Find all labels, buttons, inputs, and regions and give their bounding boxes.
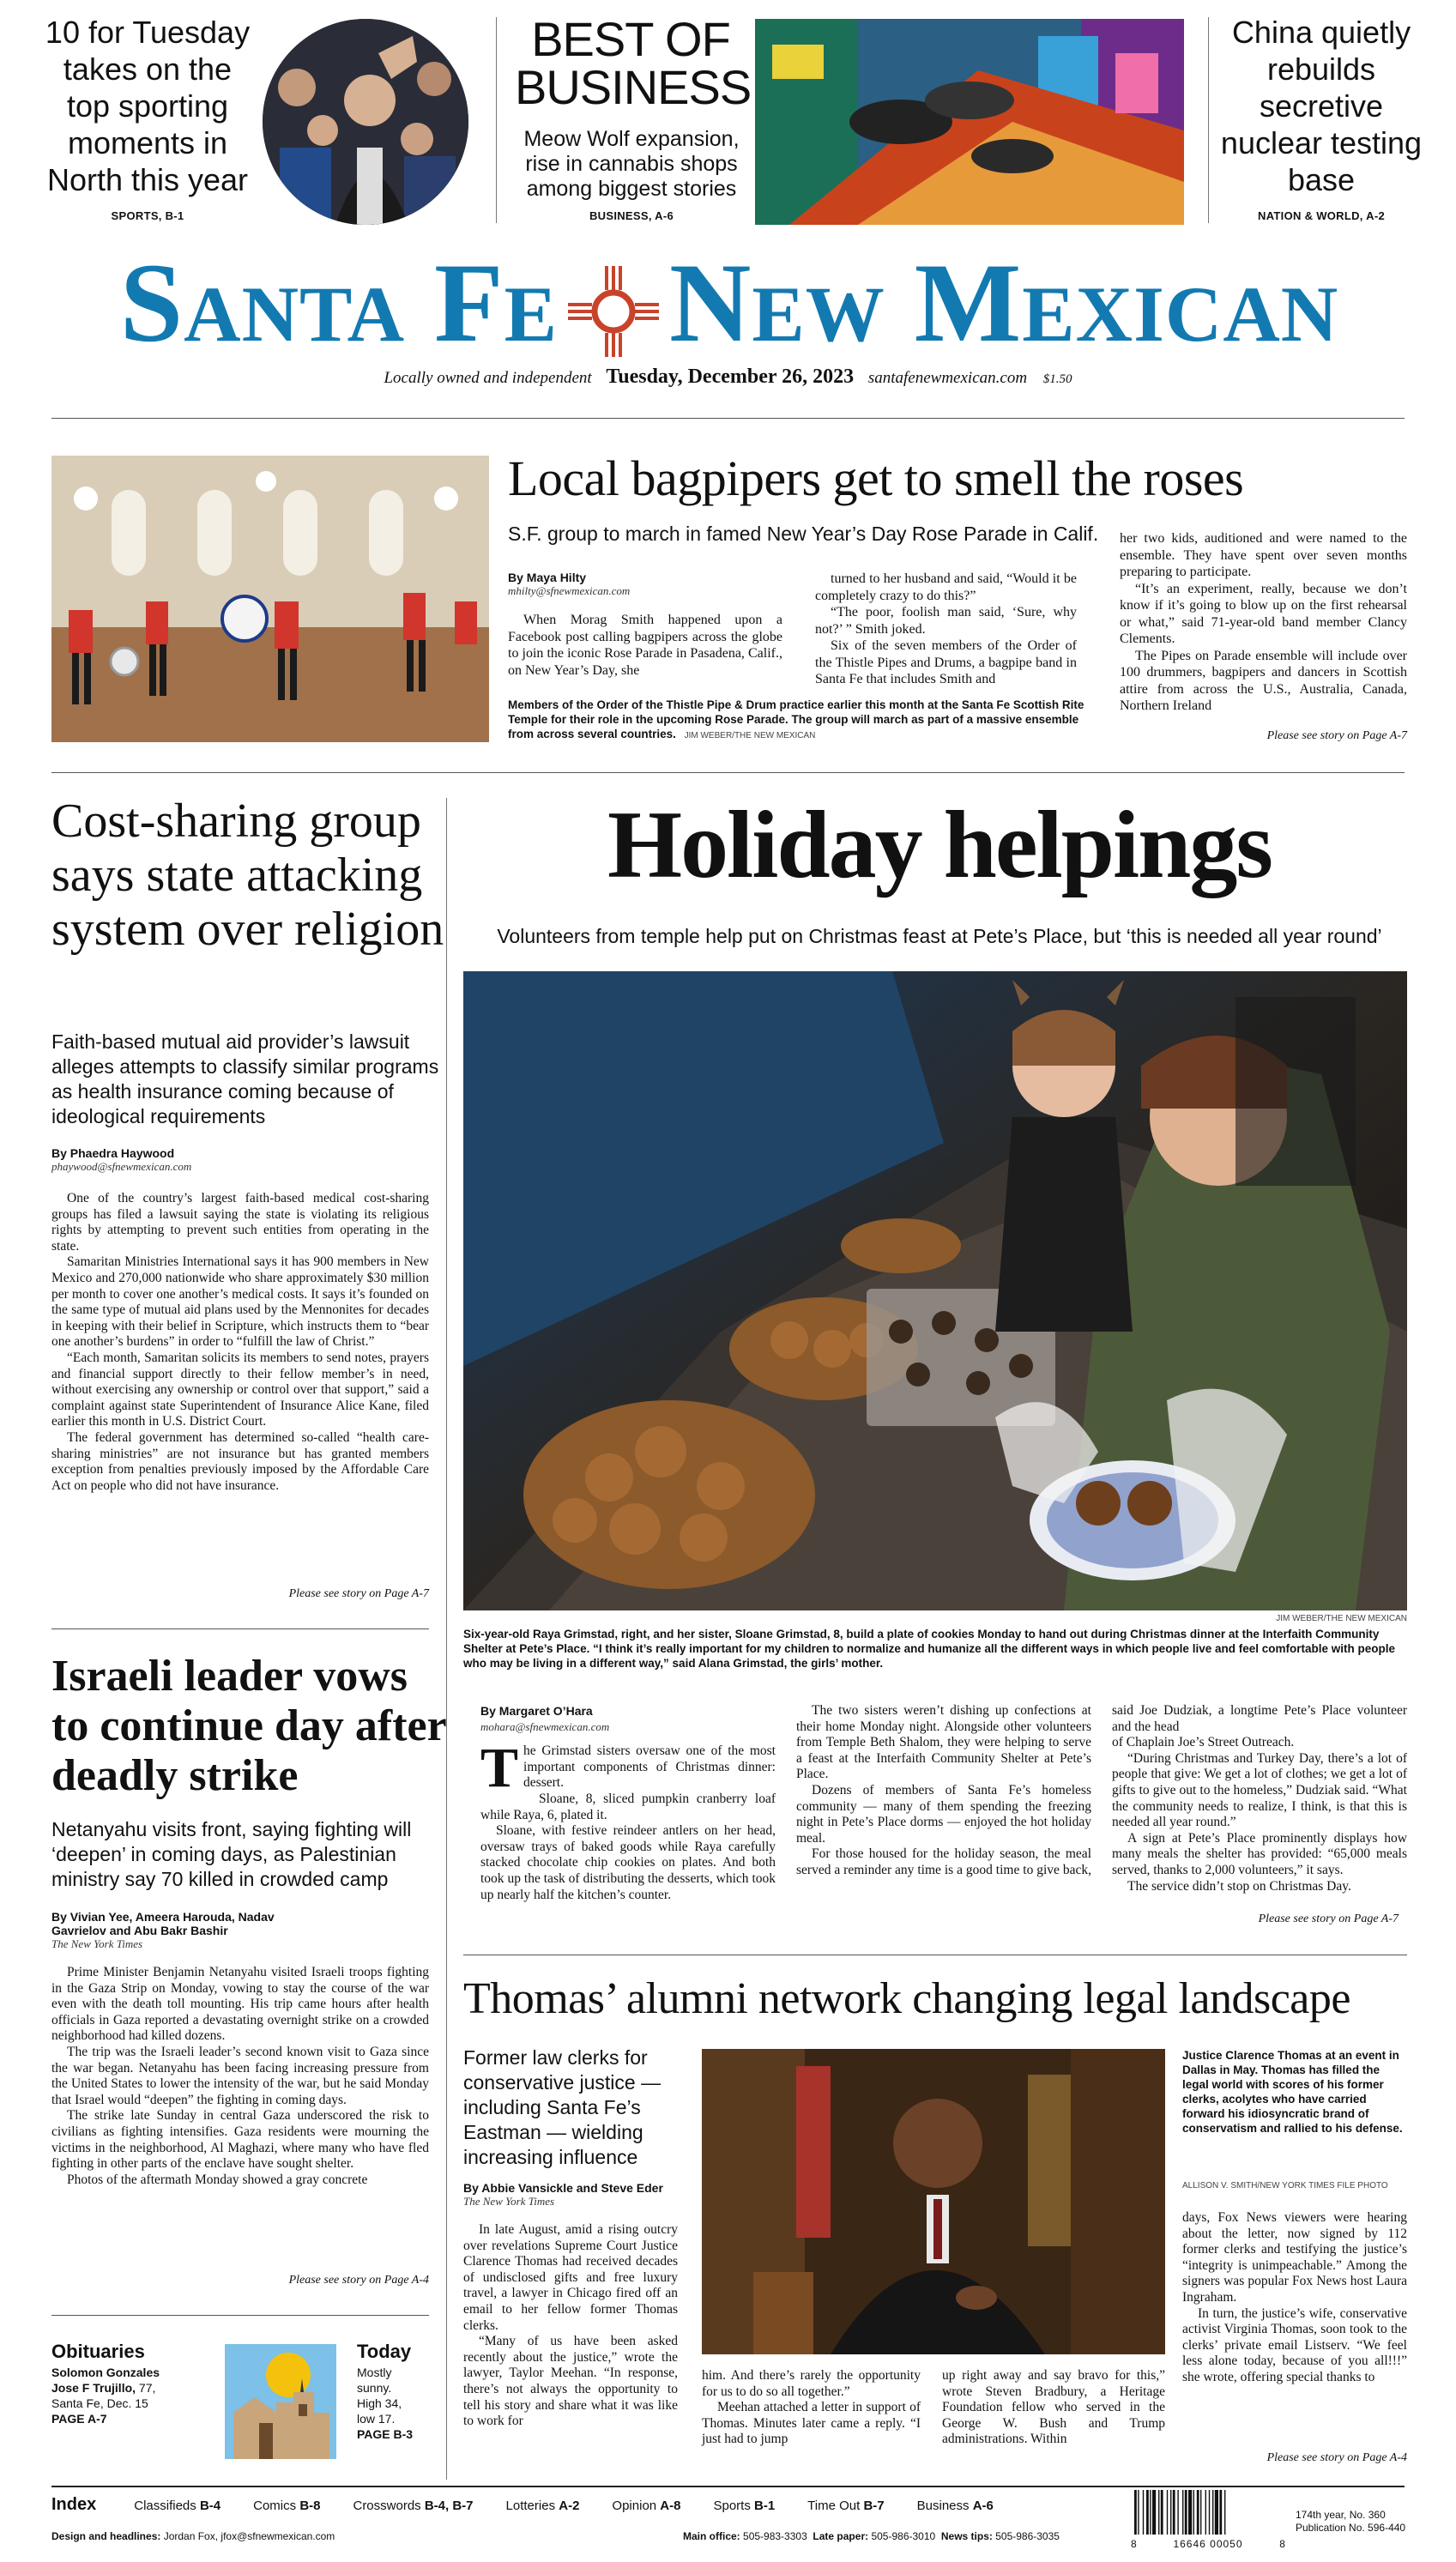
weather-line: sunny. <box>357 2381 392 2395</box>
bagpipers-byline: By Maya Hilty <box>508 571 587 584</box>
bagpipers-text: When Morag Smith happened upon a Facebook post calling bagpipers across the globe to join the iconic Rose Parade in Pasadena, Calif., on New Year’s Day, she <box>508 613 782 678</box>
holiday-text: of Chaplain Joe’s Street Outreach. <box>1112 1735 1295 1750</box>
teaser-business-title[interactable]: BEST OF BUSINESS <box>515 12 752 114</box>
bagpipers-text: The Pipes on Parade ensemble will include over 100 drummers, bagpipers and dancers in Scottish attire from across the U.S., Australia, Canada, Northern Ireland <box>1120 648 1407 713</box>
holiday-text: For those housed for the holiday season, the meal served a reminder any time is a good time to give back, said Joe Dudziak, a longtime Pete’s Place volunteer and the head <box>796 1703 1407 1877</box>
israel-text: Photos of the aftermath Monday showed a gray concrete <box>67 2172 368 2187</box>
index-item[interactable]: Crosswords B-4, B-7 <box>353 2499 474 2513</box>
holiday-text: Sloane, 8, sliced pumpkin cranberry loaf while Raya, 6, plated it. <box>480 1791 776 1822</box>
obituaries-box[interactable] <box>51 2341 214 2426</box>
teaser-divider <box>496 17 497 223</box>
holiday-jump[interactable]: Please see story on Page A-7 <box>1258 1912 1399 1925</box>
masthead-tagline: Locally owned and independent <box>384 369 592 387</box>
masthead-price: $1.50 <box>1042 372 1072 386</box>
holiday-cutline: Six-year-old Raya Grimstad, right, and her sister, Sloane Grimstad, 8, build a plate of cookies Monday to hand out during Christmas dinner at the Interfaith Community Shelter at Pete’s Place. “I think it’s really important for my children to normalize and humanize all the different ways in which people live and feel comfortable with people who may be living in a different way,” said Alana Grimstad, the girls’ mother. <box>463 1628 1395 1670</box>
masthead-dateline <box>0 366 1456 389</box>
holiday-text: “During Christmas and Turkey Day, there’s a lot of people that give: We get a lot of clothes; we get a lot of gifts to give out to the homeless,” Dudziak said. “What the community needs to realize, I think, is that this is needed all year round.” <box>1112 1750 1407 1830</box>
thomas-photo[interactable] <box>702 2049 1165 2354</box>
holiday-headline[interactable]: Holiday helpings <box>607 792 1272 898</box>
index-item[interactable]: Time Out B-7 <box>807 2499 885 2513</box>
obituary-name: Solomon Gonzales <box>51 2366 160 2379</box>
weather-title: Today <box>357 2341 412 2362</box>
thomas-text: him. And there’s rarely the opportunity for us to do so all together.” <box>702 2368 921 2399</box>
bagpipers-credit: JIM WEBER/THE NEW MEXICAN <box>684 731 816 740</box>
holiday-credit: JIM WEBER/THE NEW MEXICAN <box>1276 1614 1407 1623</box>
footer-label: Main office: <box>683 2530 740 2542</box>
obituary-name: Jose F Trujillo, <box>51 2381 136 2395</box>
masthead-name-left: Santa Fe <box>119 239 559 366</box>
masthead-rule <box>51 418 1405 419</box>
index-item[interactable]: Classifieds B-4 <box>134 2499 221 2513</box>
bagpipers-jump[interactable]: Please see story on Page A-7 <box>1266 729 1407 742</box>
bagpipers-col2 <box>815 571 1077 688</box>
costsharing-text: The federal government has determined so-called “health care-sharing ministries” are not insurance but has granted members exception from penalties previously imposed by the Affordable Care Act on people who did not have insurance. <box>51 1429 429 1493</box>
thomas-col3 <box>942 2368 1165 2448</box>
thomas-col4 <box>1182 2210 1407 2386</box>
obituary-place: Santa Fe, Dec. 15 <box>51 2396 148 2410</box>
bagpipers-email[interactable]: mhilty@sfnewmexican.com <box>508 584 631 597</box>
thomas-text: In late August, amid a rising outcry over revelations Supreme Court Justice Clarence Thomas had received decades of undisclosed gifts and free luxury travel, a lawyer in Chicago fired off an email to her fellow former Thomas clerks. <box>463 2222 678 2333</box>
masthead-website[interactable]: santafenewmexican.com <box>867 369 1028 387</box>
bagpipers-deck: S.F. group to march in famed New Year’s Day Rose Parade in Calif. <box>508 523 1099 545</box>
weather-page: PAGE B-3 <box>357 2427 414 2441</box>
thomas-text: “Many of us have been asked recently about the justice,” wrote the lawyer, Taylor Meehan. “In response, there’s not always the opportunity to tell his story and share what it was like to work for <box>463 2334 678 2429</box>
barcode-digit: 8 <box>1131 2538 1137 2550</box>
footer-label: News tips: <box>940 2530 993 2542</box>
barcode-digit: 8 <box>1279 2538 1285 2550</box>
holiday-byline: By Margaret O’Hara <box>480 1704 593 1718</box>
teaser-world-tag: NATION & WORLD, A-2 <box>1258 209 1385 222</box>
thomas-col1 <box>463 2181 678 2430</box>
costsharing-headline[interactable]: Cost-sharing group says state attacking system over religion <box>51 795 444 956</box>
holiday-deck: Volunteers from temple help put on Christmas feast at Pete’s Place, but ‘this is needed all year round’ <box>497 925 1382 947</box>
holiday-text: Dozens of members of Santa Fe’s homeless community — many of them spending the freezing night in Pete’s Place dorms — enjoyed the hot holiday meal. <box>796 1782 1091 1846</box>
israel-byline: By Vivian Yee, Ameera Harouda, Nadav Gavrielov and Abu Bakr Bashir <box>51 1910 275 1937</box>
weather-illustration <box>225 2344 336 2459</box>
footer-value: 505-983-3303 <box>743 2530 807 2542</box>
thomas-headline[interactable]: Thomas’ alumni network changing legal landscape <box>463 1974 1350 2023</box>
index-item[interactable]: Business A-6 <box>916 2499 994 2513</box>
zia-sun-icon <box>566 255 661 349</box>
bagpipers-text: her two kids, auditioned and were named to the ensemble. They have spent over seven months preparing to participate. <box>1120 531 1407 579</box>
costsharing-byline: By Phaedra Haywood <box>51 1146 175 1160</box>
weather-line: High 34, <box>357 2396 402 2410</box>
weather-box[interactable] <box>357 2341 434 2442</box>
bagpipers-headline[interactable]: Local bagpipers get to smell the roses <box>508 450 1244 506</box>
israel-body <box>51 1910 429 2188</box>
column-divider <box>446 798 447 2480</box>
footer-value: Jordan Fox, jfox@sfnewmexican.com <box>163 2530 335 2542</box>
obituaries-title: Obituaries <box>51 2341 145 2362</box>
weather-line: low 17. <box>357 2412 396 2426</box>
teaser-divider-right <box>1208 17 1209 223</box>
costsharing-jump[interactable]: Please see story on Page A-7 <box>288 1587 429 1600</box>
teaser-business-tag: BUSINESS, A-6 <box>589 209 674 222</box>
publication-year: 174th year, No. 360 <box>1296 2509 1386 2521</box>
thomas-deck: Former law clerks for conservative justice — including Santa Fe’s Eastman — wielding increasing influence <box>463 2046 662 2168</box>
bagpipers-text: Six of the seven members of the Order of the Thistle Pipes and Drums, a bagpipe band in Santa Fe that includes Smith and <box>815 638 1077 686</box>
costsharing-text: “Each month, Samaritan solicits its members to send notes, prayers and financial support directly to their fellow member’s in need, without exercising any ownership or control over that support,” said a complaint against state Superintendent of Insurance Alice Kane, filed earlier this month in U.S. District Court. <box>51 1350 429 1429</box>
footer-value: 505-986-3035 <box>995 2530 1060 2542</box>
obituaries-page: PAGE A-7 <box>51 2412 107 2426</box>
index-item[interactable]: Opinion A-8 <box>612 2499 681 2513</box>
holiday-dropcap: T <box>480 1737 519 1800</box>
israel-text: Prime Minister Benjamin Netanyahu visited Israeli troops fighting in the Gaza Strip on Monday, vowing to stay the course of the war even with the death toll mounting. His trip came hours after health officials in Gaza reported a devastating overnight strike on a crowded neighborhood had killed dozens. <box>51 1965 429 2044</box>
teaser-sports-text[interactable]: 10 for Tuesday takes on the top sporting moments in North this year <box>45 15 251 197</box>
thomas-text: In turn, the justice’s wife, conservative activist Virginia Thomas, soon took to the clerks’ private email Listserv. “We feel less alone today, because of you all!!!” she wrote, offering special thanks to <box>1182 2305 1407 2384</box>
bagpipers-col1 <box>508 571 782 679</box>
thomas-source: The New York Times <box>463 2195 555 2208</box>
teaser-business-text[interactable]: Meow Wolf expansion, rise in cannabis shops among biggest stories <box>523 127 740 201</box>
thomas-text: up right away and say bravo for this,” wrote Steven Bradbury, a Heritage Foundation fellow who served in the George W. Bush and Trump administrations. Within <box>942 2368 1165 2447</box>
masthead-name-right: New Mexican <box>669 239 1339 366</box>
holiday-text: A sign at Pete’s Place prominently displays how many meals the shelter has provided: “65,000 meals served, thanks to 2,000 volunteers,” it says. <box>1112 1830 1407 1877</box>
israel-headline[interactable]: Israeli leader vows to continue day after deadly strike <box>51 1652 446 1800</box>
footer-value: 505-986-3010 <box>871 2530 936 2542</box>
thomas-jump[interactable]: Please see story on Page A-4 <box>1266 2451 1407 2464</box>
thomas-col2 <box>702 2368 921 2448</box>
index-item[interactable]: Lotteries A-2 <box>505 2499 580 2513</box>
holiday-photo[interactable] <box>463 971 1407 1610</box>
index-title: Index <box>51 2495 97 2514</box>
israel-text: The trip was the Israeli leader’s second known visit to Gaza since the war began. Netanyahu has been facing increasing pressure from the United States to lower the intensity of the war, but he said Monday that Israel would “deepen” the fighting in coming days. <box>51 2044 429 2107</box>
masthead-title[interactable] <box>94 239 1364 366</box>
left-rule <box>51 1628 429 1629</box>
teaser-sports-tag: SPORTS, B-1 <box>111 209 184 222</box>
thomas-credit: ALLISON V. SMITH/NEW YORK TIMES FILE PHOTO <box>1182 2181 1388 2190</box>
masthead-date: Tuesday, December 26, 2023 <box>606 366 855 388</box>
holiday-text: Sloane, with festive reindeer antlers on her head, oversaw trays of baked goods while Raya carefully stacked chocolate chip cookies on plates. And both took up the task of distributing the desserts, which took up nearly half the kitchen’s counter. <box>480 1823 776 1902</box>
israel-source: The New York Times <box>51 1937 143 1950</box>
teaser-world-text[interactable]: China quietly rebuilds secretive nuclear testing base <box>1220 15 1423 197</box>
holiday-body <box>480 1703 1407 1903</box>
israel-text: The strike late Sunday in central Gaza underscored the risk to civilians as fighting intensifies. Gaza residents were mourning the victims in the neighborhood, Al Maghazi, where many who have fled fighting in other parts of the enclave have sought shelter. <box>51 2108 429 2172</box>
thomas-text: days, Fox News viewers were hearing about the letter, now signed by 112 former clerks and testifying the justice’s “integrity is unimpeachable.” Among the signers was popular Fox News host Laura Ingraham. <box>1182 2210 1407 2305</box>
costsharing-body <box>51 1146 429 1494</box>
left-rule-bottom <box>51 2315 429 2316</box>
costsharing-text: One of the country’s largest faith-based medical cost-sharing groups has filed a lawsuit saying the state is violating its religious rights by attempting to prevent such entities from operating in the state. <box>51 1191 429 1254</box>
footer-label: Late paper: <box>813 2530 869 2542</box>
holiday-text: he Grimstad sisters oversaw one of the most important components of Christmas dinner: dessert. <box>523 1743 776 1791</box>
holiday-email[interactable]: mohara@sfnewmexican.com <box>480 1719 610 1733</box>
barcode <box>1131 2490 1285 2550</box>
thomas-cutline: Justice Clarence Thomas at an event in Dallas in May. Thomas has filled the legal world with scores of his former clerks, acolytes who have carried forward his idiosyncratic brand of conservatism and rallied to his defense. <box>1182 2049 1403 2135</box>
bagpipers-photo[interactable] <box>51 456 489 742</box>
bagpipers-cutline: Members of the Order of the Thistle Pipe & Drum practice earlier this month at the Santa Fe Scottish Rite Temple for their role in the upcoming Rose Parade. The group will march as part of a massive ensemble from across several countries. JIM WEBER/THE NEW MEXICAN <box>508 698 1084 740</box>
bagpipers-col3 <box>1120 530 1407 715</box>
section-rule <box>51 772 1405 773</box>
bagpipers-text: turned to her husband and said, “Would it be completely crazy to do this?” <box>815 571 1077 603</box>
index-rule <box>51 2486 1405 2487</box>
holiday-text: The service didn’t stop on Christmas Day. <box>1127 1878 1351 1894</box>
index-item[interactable]: Comics B-8 <box>253 2499 321 2513</box>
barcode-digits: 16646 00050 <box>1173 2538 1243 2550</box>
thomas-text: Meehan attached a letter in support of Thomas. Minutes later came a reply. “I just had to jump <box>702 2400 921 2447</box>
teaser-business-photo[interactable] <box>755 19 1184 225</box>
costsharing-deck: Faith-based mutual aid provider’s lawsuit alleges attempts to classify similar programs as health insurance coming because of ideological requirements <box>51 1030 439 1127</box>
israel-jump[interactable]: Please see story on Page A-4 <box>288 2274 429 2287</box>
footer-credits <box>51 2530 1124 2542</box>
bagpipers-text: “The poor, foolish man said, ‘Sure, why not?’ ” Smith joked. <box>815 605 1077 637</box>
costsharing-email[interactable]: phaywood@sfnewmexican.com <box>51 1160 192 1173</box>
publication-number: Publication No. 596-440 <box>1296 2522 1406 2534</box>
publication-info <box>1296 2509 1407 2535</box>
israel-deck: Netanyahu visits front, saying fighting will ‘deepen’ in coming days, as Palestinian ministry say 70 killed in crowded camp <box>51 1818 412 1890</box>
index-item[interactable]: Sports B-1 <box>713 2499 776 2513</box>
holiday-text: The two sisters weren’t dishing up confections at their home Monday night. Alongside other volunteers from Temple Beth Shalom, they were helping to serve a feast at the Interfaith Community Shelter at Pete’s Place. <box>796 1703 1091 1782</box>
index-bar <box>51 2495 1124 2515</box>
footer-label: Design and headlines: <box>51 2530 161 2542</box>
obituary-detail: 77, <box>136 2381 156 2395</box>
thomas-byline: By Abbie Vansickle and Steve Eder <box>463 2181 663 2195</box>
bagpipers-text: “It’s an experiment, really, because we don’t know if it’s going to blow up on the first rehearsal or what,” said 71-year-old band member Clancy Clements. <box>1120 581 1407 646</box>
teaser-sports-photo[interactable] <box>263 19 468 225</box>
costsharing-text: Samaritan Ministries International says it has 900 members in New Mexico and 270,000 nationwide who share approximately $30 million per month to cover one another’s medical costs. It says it’s founded on the same type of mutual aid plans used by the Mennonites for decades in keeping with their belief in Scripture, which instructs them to “bear one another’s burdens” in order to “fulfill the law of Christ.” <box>51 1254 429 1350</box>
weather-line: Mostly <box>357 2366 392 2379</box>
